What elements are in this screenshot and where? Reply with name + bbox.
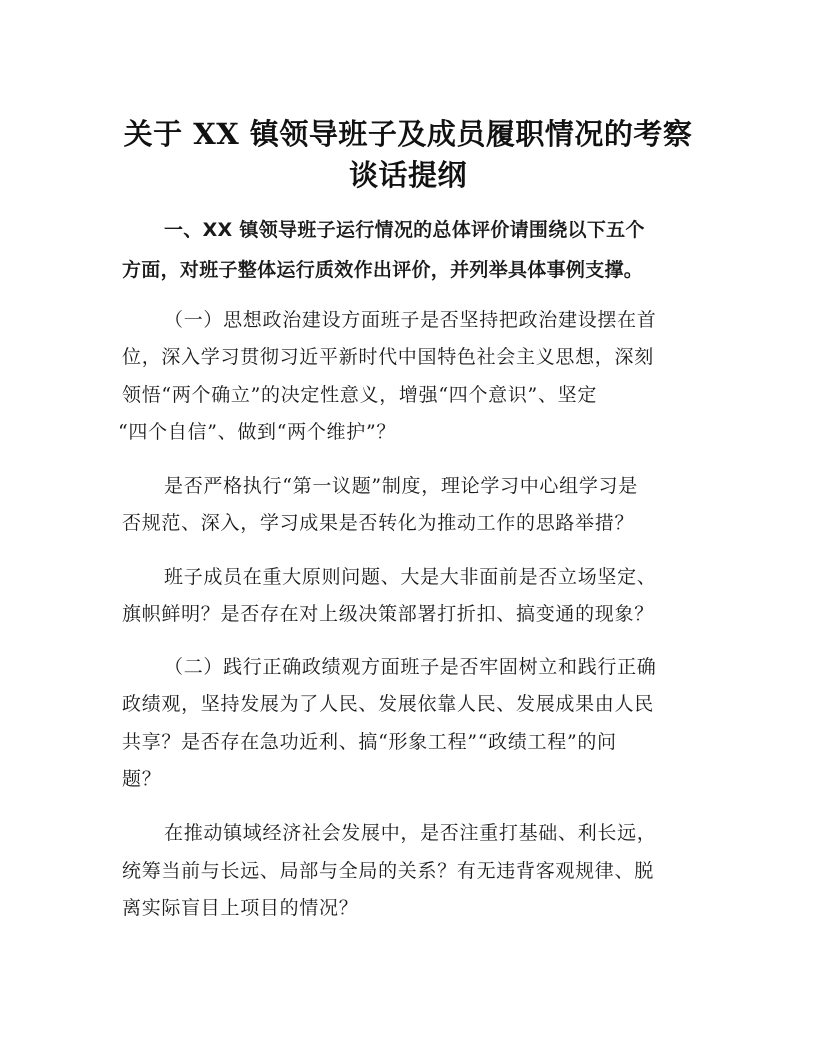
subsection-2-line: 题？ <box>122 768 162 790</box>
section-heading-1-line: 方面，对班子整体运行质效作出评价，并列举具体事例支撑。 <box>122 259 644 281</box>
paragraph-3-line: 旗帜鲜明？是否存在对上级决策部署打折扣、搞变通的现象？ <box>122 603 654 625</box>
subsection-1-line: “四个自信”、做到“两个维护”？ <box>118 421 397 443</box>
subsection-2-line: 政绩观，坚持发展为了人民、发展依靠人民、发展成果由人民 <box>122 693 654 715</box>
paragraph-2-line: 是否严格执行“第一议题”制度，理论学习中心组学习是 <box>164 475 638 497</box>
subsection-2-line: 共享？是否存在急功近利、搞“形象工程”“政绩工程”的问 <box>122 731 617 753</box>
subsection-2-line: （二）践行正确政绩观方面班子是否牢固树立和践行正确 <box>164 656 657 678</box>
paragraph-4-line: 在推动镇域经济社会发展中，是否注重打基础、利长远， <box>164 822 657 844</box>
paragraph-3-line: 班子成员在重大原则问题、大是大非面前是否立场坚定、 <box>164 566 657 588</box>
paragraph-2-line: 否规范、深入，学习成果是否转化为推动工作的思路举措？ <box>122 512 635 534</box>
paragraph-4-line: 离实际盲目上项目的情况？ <box>122 897 359 919</box>
subsection-1-line: 位，深入学习贯彻习近平新时代中国特色社会主义思想，深刻 <box>122 346 654 368</box>
document-title-line-2: 谈话提纲 <box>348 158 467 192</box>
document-title-line-1: 关于 XX 镇领导班子及成员履职情况的考察 <box>123 117 693 151</box>
subsection-1-line: 领悟“两个确立”的决定性意义，增强“四个意识”、坚定 <box>122 384 598 406</box>
paragraph-4-line: 统筹当前与长远、局部与全局的关系？有无违背客观规律、脱 <box>122 860 654 882</box>
subsection-1-line: （一）思想政治建设方面班子是否坚持把政治建设摆在首 <box>164 309 657 331</box>
section-heading-1-line: 一、XX 镇领导班子运行情况的总体评价请围绕以下五个 <box>164 219 645 241</box>
